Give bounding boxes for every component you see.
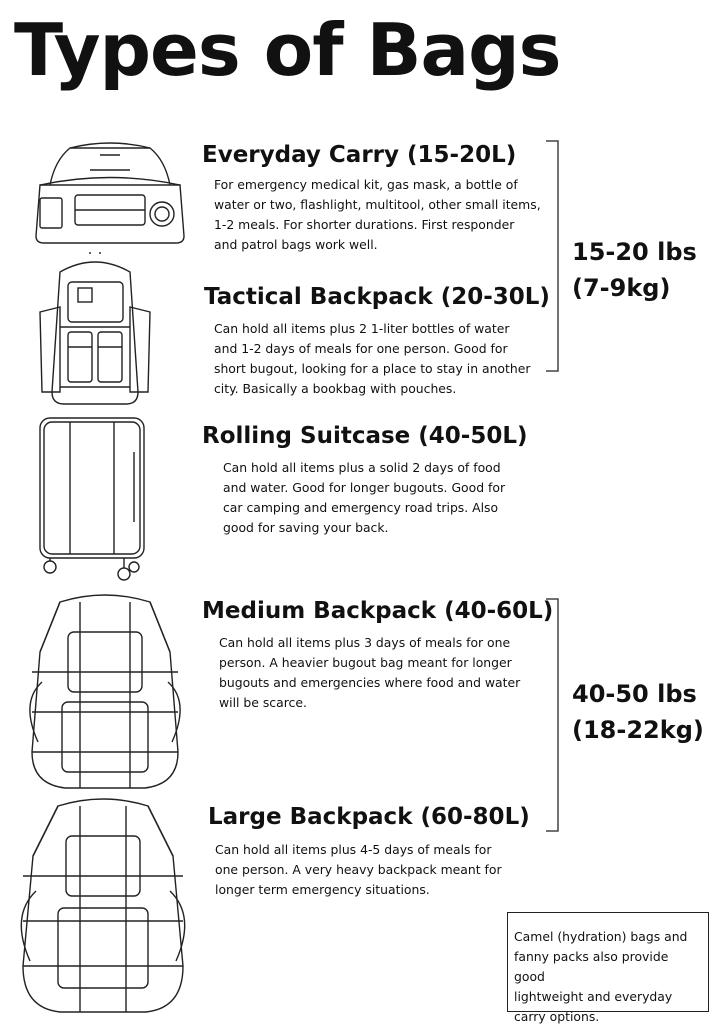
section-description-tactical-backpack: [214, 319, 544, 399]
description-line: car camping and emergency road trips. Also: [223, 500, 499, 515]
description-line: For emergency medical kit, gas mask, a bottle of: [214, 177, 518, 192]
description-line: and patrol bags work well.: [214, 237, 378, 252]
description-line: will be scarce.: [219, 695, 307, 710]
description-line: longer term emergency situations.: [215, 882, 430, 897]
description-line: Can hold all items plus 3 days of meals for one: [219, 635, 511, 650]
section-description-everyday-carry: [214, 175, 544, 255]
section-title-rolling-suitcase: Rolling Suitcase (40-50L): [202, 423, 528, 449]
section-description-medium-backpack: [219, 633, 539, 713]
description-line: and water. Good for longer bugouts. Good for: [223, 480, 506, 495]
large-backpack-icon: [8, 796, 198, 1016]
description-line: Can hold all items plus 4-5 days of meals for: [215, 842, 492, 857]
weight-bracket: [544, 598, 564, 836]
weight-label-heavy: [572, 676, 704, 748]
section-title-tactical-backpack: Tactical Backpack (20-30L): [204, 284, 550, 310]
weight-line: (18-22kg): [572, 716, 704, 744]
note-box: [507, 912, 709, 1024]
section-title-everyday-carry: Everyday Carry (15-20L): [202, 142, 517, 168]
section-description-large-backpack: [215, 840, 535, 900]
note-line: Camel (hydration) bags and: [514, 929, 688, 944]
note-line: fanny packs also provide good: [514, 949, 669, 984]
rolling-suitcase-icon: [34, 412, 154, 587]
description-line: person. A heavier bugout bag meant for longer: [219, 655, 512, 670]
section-description-rolling-suitcase: [223, 458, 543, 538]
section-title-large-backpack: Large Backpack (60-80L): [208, 804, 530, 830]
note-line: lightweight and everyday: [514, 989, 673, 1004]
description-line: and 1-2 days of meals for one person. Good for: [214, 341, 508, 356]
weight-line: 15-20 lbs: [572, 238, 697, 266]
description-line: good for saving your back.: [223, 520, 389, 535]
weight-line: 40-50 lbs: [572, 680, 697, 708]
description-line: Can hold all items plus 2 1-liter bottles of water: [214, 321, 510, 336]
description-line: short bugout, looking for a place to stay in another: [214, 361, 531, 376]
section-title-medium-backpack: Medium Backpack (40-60L): [202, 598, 554, 624]
description-line: bugouts and emergencies where food and water: [219, 675, 521, 690]
weight-bracket: [544, 140, 564, 376]
tactical-backpack-icon: [30, 252, 160, 412]
duffel-bag-icon: [30, 140, 190, 250]
weight-line: (7-9kg): [572, 274, 671, 302]
description-line: Can hold all items plus a solid 2 days of food: [223, 460, 501, 475]
weight-label-light: [572, 234, 697, 306]
medium-backpack-icon: [20, 592, 190, 792]
description-line: 1-2 meals. For shorter durations. First responder: [214, 217, 515, 232]
description-line: water or two, flashlight, multitool, other small items,: [214, 197, 541, 212]
page-title: Types of Bags: [14, 8, 561, 92]
description-line: one person. A very heavy backpack meant for: [215, 862, 502, 877]
description-line: city. Basically a bookbag with pouches.: [214, 381, 457, 396]
note-line: carry options.: [514, 1009, 600, 1024]
